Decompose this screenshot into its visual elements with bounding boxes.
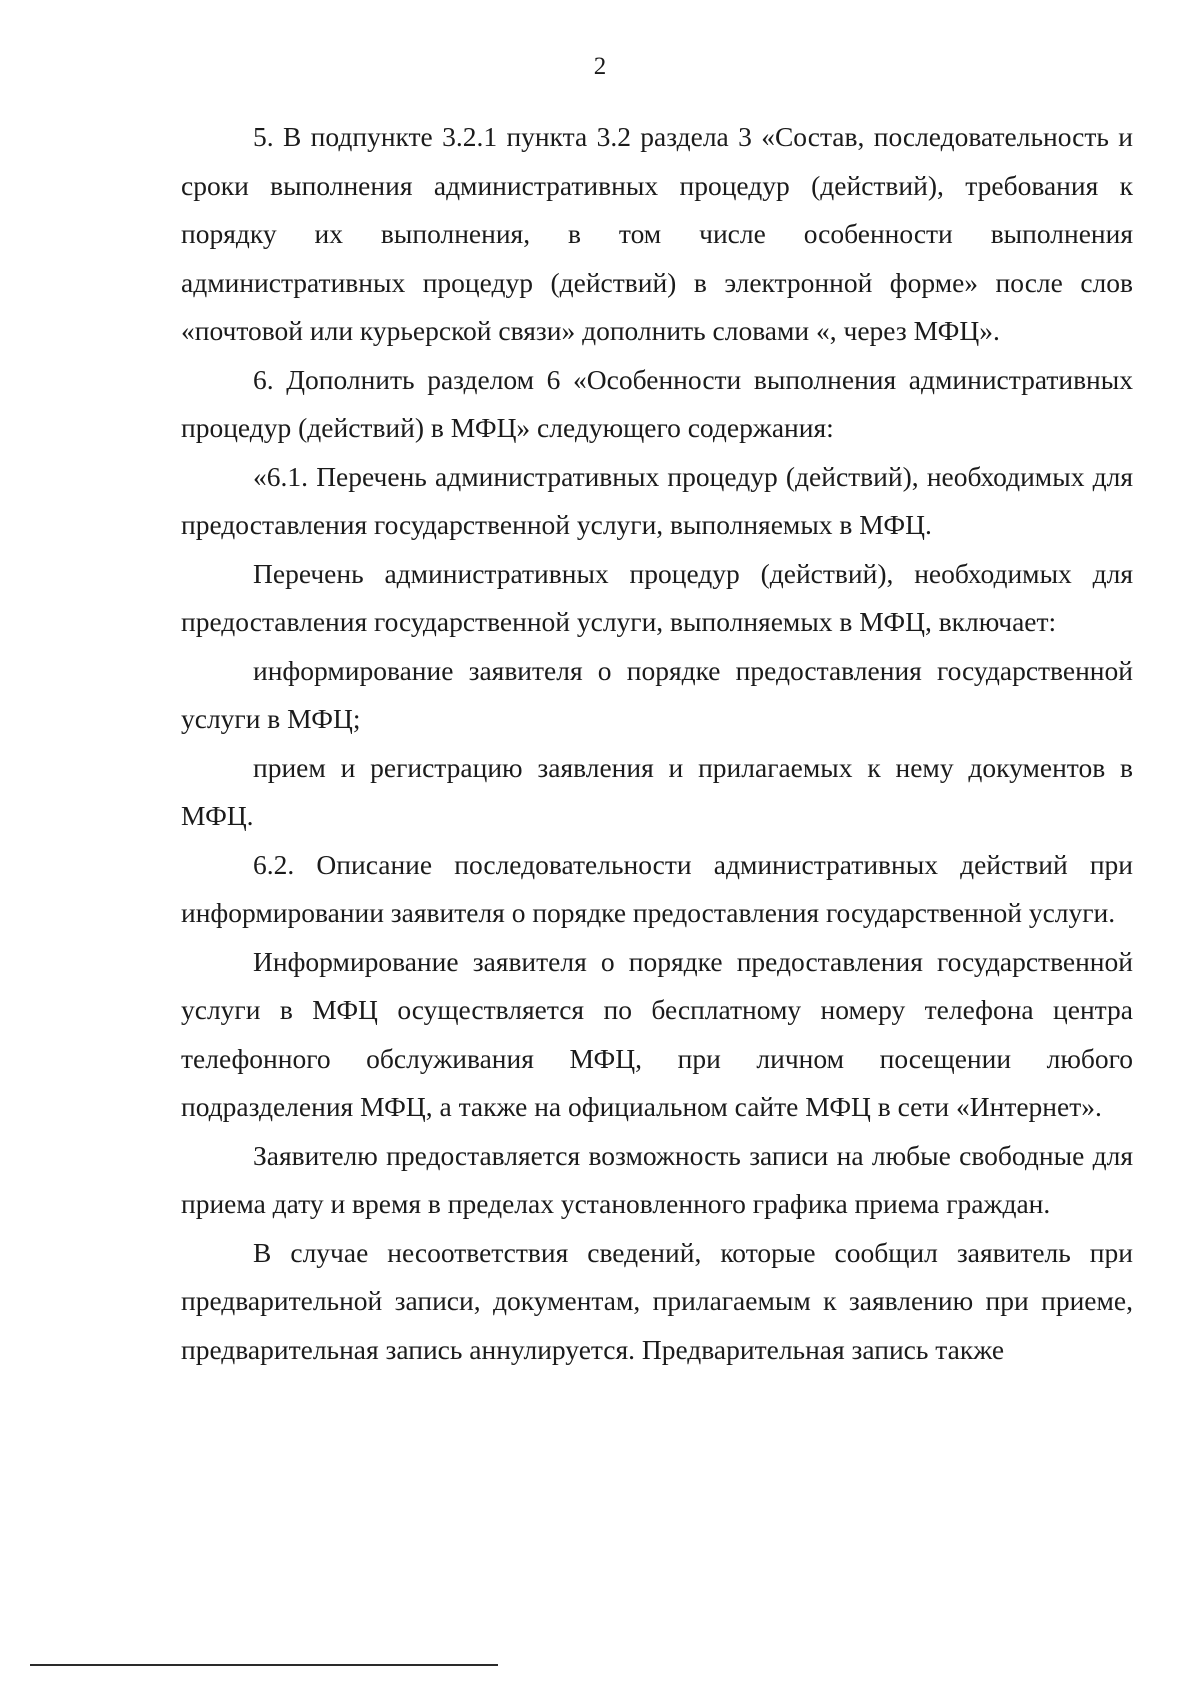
- paragraph-procedures-list-intro: Перечень административных процедур (действий), необходимых для предоставления государственной услуги, выполняемых в МФЦ, включает:: [181, 557, 1133, 637]
- footer-rule: [30, 1664, 498, 1666]
- paragraph-cancellation: В случае несоответствия сведений, которые сообщил заявитель при предварительной записи, документам, прилагаемым к заявлению при приеме, предварительная запись аннулируется. Предварительная запись также: [181, 1236, 1133, 1365]
- paragraph-list-item-reception: прием и регистрацию заявления и прилагаемых к нему документов в МФЦ.: [181, 751, 1133, 831]
- paragraph-5: 5. В подпункте 3.2.1 пункта 3.2 раздела 3 «Состав, последовательность и сроки выполнения административных процедур (действий), требования к порядку их выполнения, в том числе особенности выполнения административных процедур (действий) в электронной форме» после слов «почтовой или курьерской связи» дополнить словами «, через МФЦ».: [181, 121, 1133, 346]
- paragraph-6-1: «6.1. Перечень административных процедур (действий), необходимых для предоставления государственной услуги, выполняемых в МФЦ.: [181, 460, 1133, 540]
- paragraph-informing-channels: Информирование заявителя о порядке предоставления государственной услуги в МФЦ осуществляется по бесплатному номеру телефона центра телефонного обслуживания МФЦ, при личном посещении любого подразделения МФЦ, а также на официальном сайте МФЦ в сети «Интернет».: [181, 945, 1133, 1122]
- paragraph-list-item-informing: информирование заявителя о порядке предоставления государственной услуги в МФЦ;: [181, 654, 1133, 734]
- paragraph-6-2: 6.2. Описание последовательности административных действий при информировании заявителя о порядке предоставления государственной услуги.: [181, 848, 1133, 928]
- paragraph-appointment: Заявителю предоставляется возможность записи на любые свободные для приема дату и время в пределах установленного графика приема граждан.: [181, 1139, 1133, 1219]
- paragraph-6: 6. Дополнить разделом 6 «Особенности выполнения административных процедур (действий) в МФЦ» следующего содержания:: [181, 363, 1133, 443]
- document-body: [181, 113, 1133, 1374]
- page-number: 2: [593, 53, 607, 80]
